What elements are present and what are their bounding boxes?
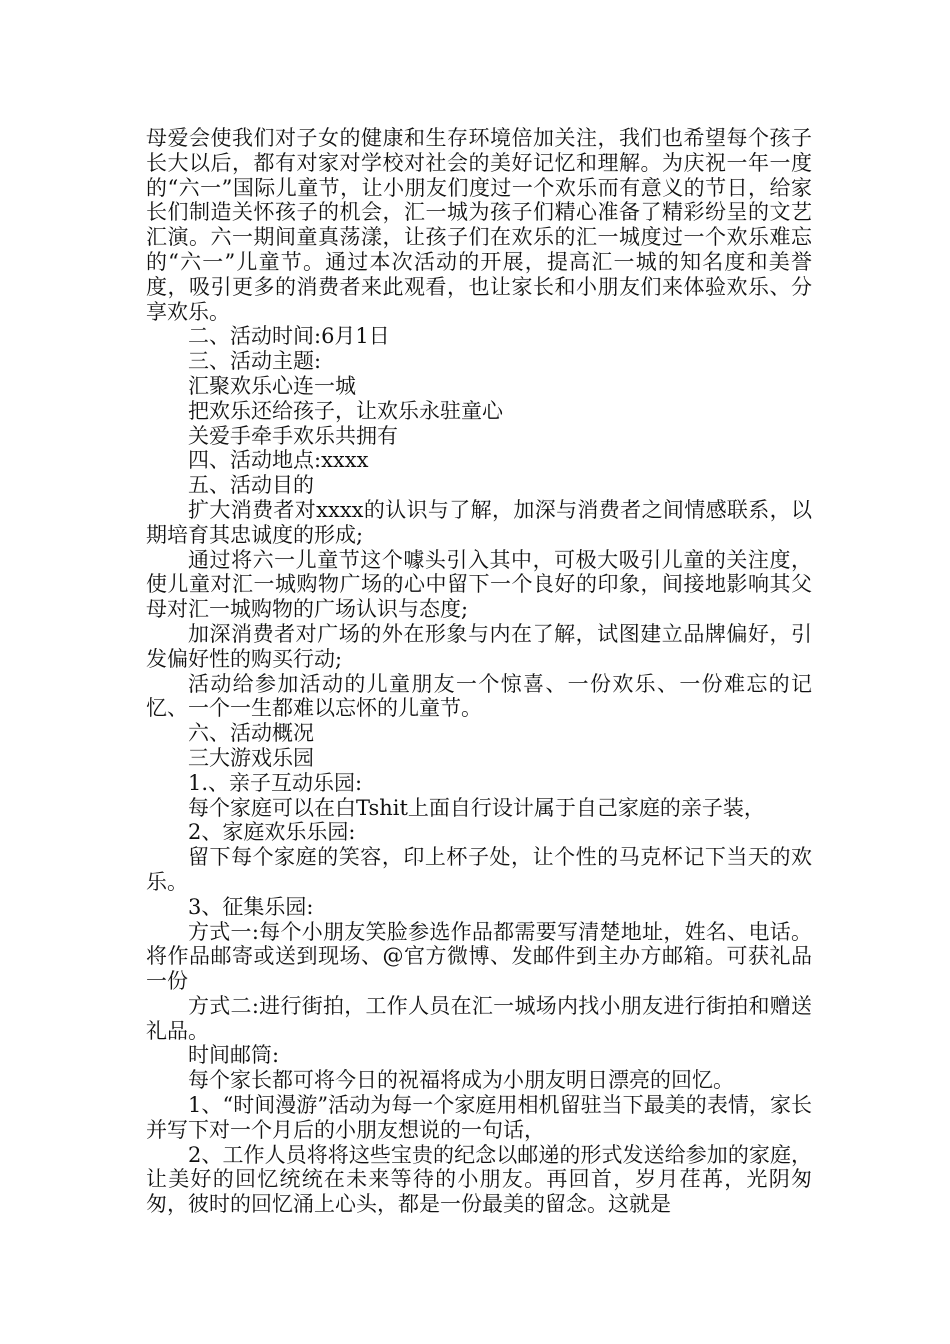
park-1-heading: 1.、亲子互动乐园: [188,770,363,795]
purpose-paragraph-4: 活动给参加活动的儿童朋友一个惊喜、一份欢乐、一份难忘的记忆、一个一生都难以忘怀的儿童节。 [146,671,812,721]
method-2-paragraph: 方式二:进行街拍，工作人员在汇一城场内找小朋友进行街拍和赠送礼品。 [146,993,812,1043]
park-3-heading: 3、征集乐园: [188,894,314,919]
time-mailbox-intro: 每个家长都可将今日的祝福将成为小朋友明日漂亮的回忆。 [188,1068,734,1093]
park-1-paragraph: 每个家庭可以在白Tshit上面自行设计属于自己家庭的亲子装， [188,795,765,820]
purpose-paragraph-2: 通过将六一儿童节这个噱头引入其中，可极大吸引儿童的关注度，使儿童对汇一城购物广场的心中留下一个良好的印象，间接地影响其父母对汇一城购物的广场认识与态度; [146,547,812,622]
activity-theme-heading: 三、活动主题: [188,349,322,374]
method-1-paragraph: 方式一:每个小朋友笑脸参选作品都需要写清楚地址，姓名、电话。将作品邮寄或送到现场、@官方微博、发邮件到主办方邮箱。可获礼品一份 [146,919,812,994]
activity-overview-heading: 六、活动概况 [188,721,314,746]
time-mailbox-heading: 时间邮筒: [188,1043,280,1068]
intro-paragraph: 母爱会使我们对子女的健康和生存环境倍加关注，我们也希望每个孩子长大以后，都有对家对学校对社会的美好记忆和理解。为庆祝一年一度的“六一”国际儿童节，让小朋友们度过一个欢乐而有意义的节日，给家长们制造关怀孩子的机会，汇一城为孩子们精心准备了精彩纷呈的文艺汇演。六一期间童真荡漾，让孩子们在欢乐的汇一城度过一个欢乐难忘的“六一”儿童节。通过本次活动的开展，提高汇一城的知名度和美誉度，吸引更多的消费者来此观看，也让家长和小朋友们来体验欢乐、分享欢乐。 [146,126,812,324]
park-2-paragraph: 留下每个家庭的笑容，印上杯子处，让个性的马克杯记下当天的欢乐。 [146,845,812,894]
activity-location-heading: 四、活动地点:xxxx [188,448,369,473]
park-2-heading: 2、家庭欢乐乐园: [188,820,356,845]
theme-line-1: 汇聚欢乐心连一城 [188,373,356,398]
theme-line-2: 把欢乐还给孩子，让欢乐永驻童心 [188,398,503,423]
activity-time-heading: 二、活动时间:6月1日 [188,324,390,349]
purpose-paragraph-3: 加深消费者对广场的外在形象与内在了解，试图建立品牌偏好，引发偏好性的购买行动; [146,621,812,671]
theme-line-3: 关爱手牵手欢乐共拥有 [188,423,398,448]
activity-purpose-heading: 五、活动目的 [188,473,314,498]
purpose-paragraph-1: 扩大消费者对xxxx的认识与了解，加深与消费者之间情感联系，以期培育其忠诚度的形成; [146,497,812,547]
three-parks-heading: 三大游戏乐园 [188,745,314,770]
time-mailbox-step-1: 1、“时间漫游”活动为每一个家庭用相机留驻当下最美的表情，家长并写下对一个月后的小朋友想说的一句话， [146,1093,812,1142]
time-mailbox-step-2: 2、工作人员将将这些宝贵的纪念以邮递的形式发送给参加的家庭，让美好的回忆统统在未来等待的小朋友。再回首，岁月荏苒，光阴匆匆，彼时的回忆涌上心头，都是一份最美的留念。这就是 [146,1142,812,1217]
document-body [146,126,812,1217]
